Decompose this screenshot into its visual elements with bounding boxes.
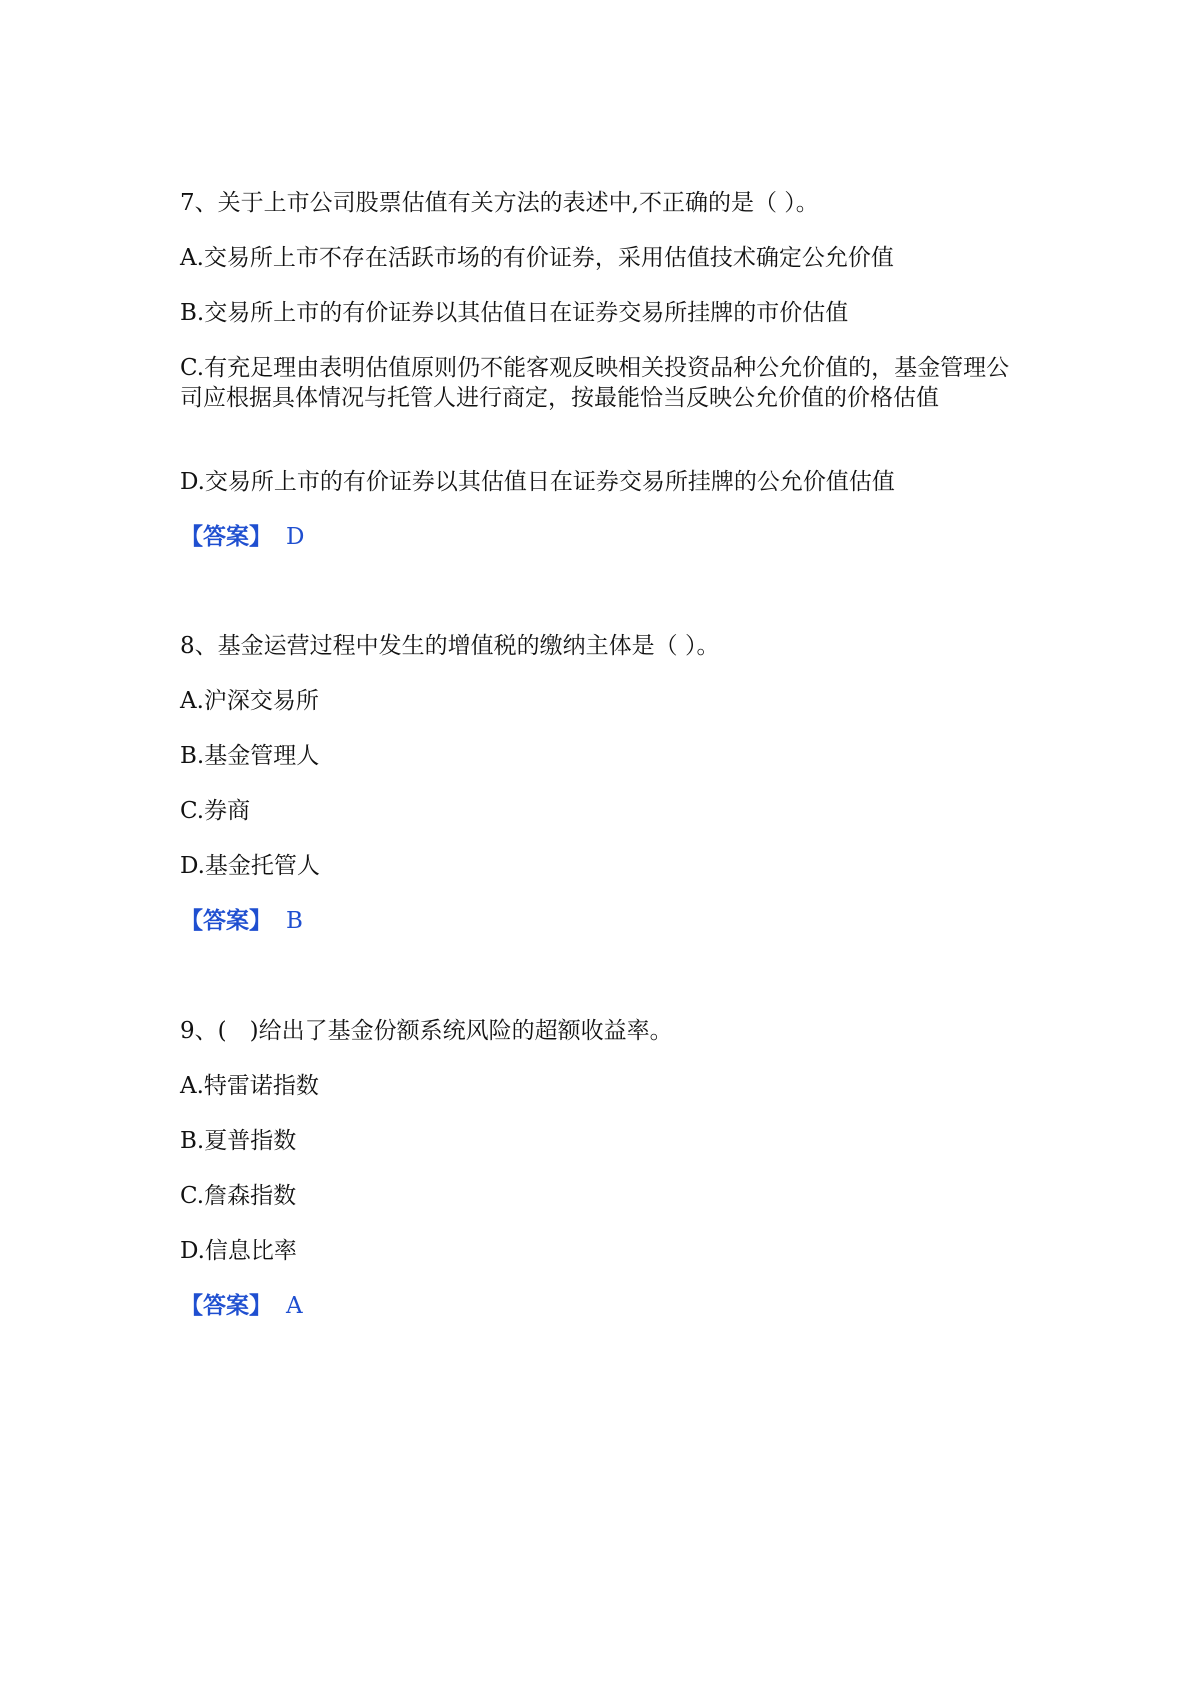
answer-bracket-open: 【 [180,1292,203,1319]
question-7-answer [180,522,1010,552]
question-7-option-b: B.交易所上市的有价证券以其估值日在证券交易所挂牌的市价估值 [180,300,849,326]
question-9-answer [180,1291,1010,1321]
question-8-stem: 8、基金运营过程中发生的增值税的缴纳主体是（ ）。 [180,633,720,659]
question-7-option-a: A.交易所上市不存在活跃市场的有价证券，采用估值技术确定公允价值 [180,245,894,271]
question-7-option-d: D.交易所上市的有价证券以其估值日在证券交易所挂牌的公允价值估值 [180,469,895,495]
question-8-option-d: D.基金托管人 [180,853,320,879]
answer-value: D [286,524,305,550]
question-8-option-b: B.基金管理人 [180,743,320,769]
answer-bracket-open: 【 [180,523,203,550]
question-8-answer [180,906,1010,936]
question-8-option-c: C.券商 [180,798,251,824]
answer-label: 答案 [203,1292,249,1319]
question-9-stem: 9、( )给出了基金份额系统风险的超额收益率。 [180,1018,673,1044]
question-8-option-a: A.沪深交易所 [180,688,319,714]
answer-bracket-close: 】 [249,523,272,550]
answer-value: B [286,908,303,934]
question-7-stem: 7、关于上市公司股票估值有关方法的表述中,不正确的是（ ）。 [180,190,819,216]
answer-bracket-close: 】 [249,1292,272,1319]
question-9-option-b: B.夏普指数 [180,1128,297,1154]
answer-value: A [286,1293,303,1319]
question-9-option-c: C.詹森指数 [180,1183,297,1209]
answer-label: 答案 [203,523,249,550]
question-7-option-c: C.有充足理由表明估值原则仍不能客观反映相关投资品种公允价值的，基金管理公司应根据具体情况与托管人进行商定，按最能恰当反映公允价值的价格估值 [180,355,1010,411]
answer-label: 答案 [203,907,249,934]
question-9-option-d: D.信息比率 [180,1238,297,1264]
question-9-option-a: A.特雷诺指数 [180,1073,319,1099]
answer-bracket-close: 】 [249,907,272,934]
answer-bracket-open: 【 [180,907,203,934]
